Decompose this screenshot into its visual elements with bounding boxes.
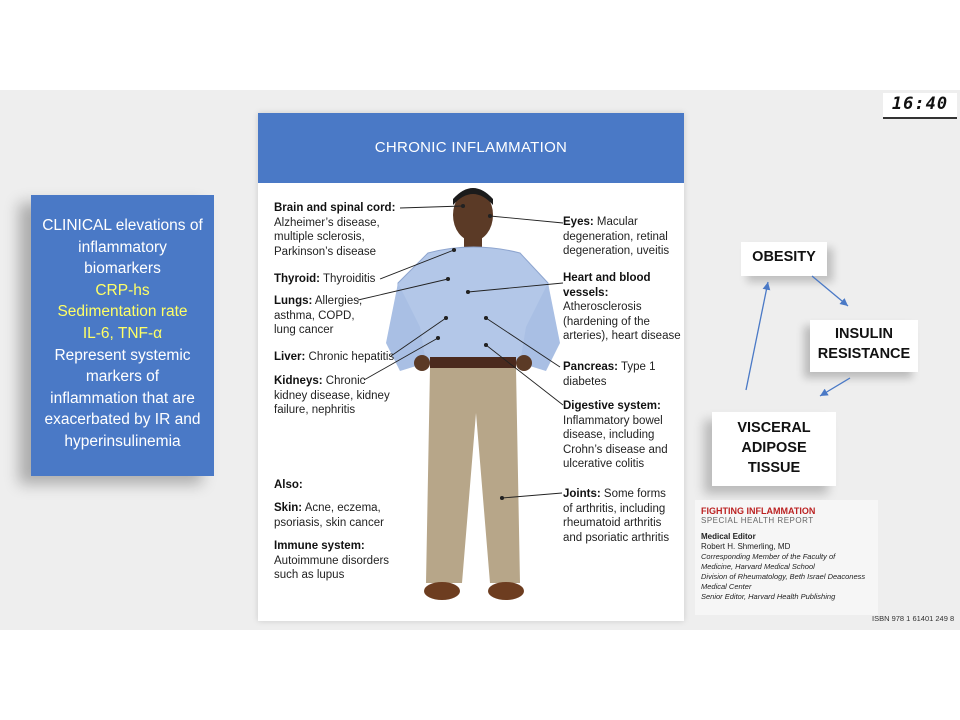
timer-display: 16:40	[883, 93, 957, 119]
biomarkers-line: CLINICAL elevations of	[42, 217, 203, 234]
arrow-obesity-to-insulin	[812, 276, 848, 306]
annotation-brain: Brain and spinal cord: Alzheimer’s disease, multiple sclerosis, Parkinson’s disease	[274, 202, 396, 258]
arrow-insulin-to-visceral	[820, 378, 850, 396]
annotation-thyroid: Thyroid: Thyroiditis	[274, 273, 376, 285]
book-isbn: ISBN 978 1 61401 249 8	[872, 614, 955, 623]
book-credit-line: Corresponding Member of the Faculty of	[701, 552, 836, 561]
biomarkers-line: inflammation that are	[50, 389, 195, 407]
biomarkers-line: Represent systemic	[54, 346, 191, 364]
annotation-immune: Immune system: Autoimmune disorders such as lupus	[274, 540, 390, 581]
annotation-lungs: Lungs: Allergies, asthma, COPD, lung cancer	[274, 295, 363, 336]
poster-title: CHRONIC INFLAMMATION	[258, 113, 684, 183]
book-role: Medical Editor	[701, 532, 756, 541]
book-credit-line: Medicine, Harvard Medical School	[701, 562, 815, 571]
biomarker-sed-rate: Sedimentation rate	[57, 303, 188, 321]
book-editor-name: Robert H. Shmerling, MD	[701, 542, 791, 551]
biomarker-crp: CRP-hs	[95, 281, 150, 299]
biomarkers-line: markers of	[85, 368, 160, 386]
book-title: FIGHTING INFLAMMATION	[701, 506, 816, 516]
biomarkers-line: exacerbated by IR and	[44, 411, 201, 429]
annotation-skin: Skin: Acne, eczema, psoriasis, skin cancer	[274, 502, 384, 529]
annotation-also: Also:	[274, 479, 303, 491]
biomarker-il6-tnf: IL-6, TNF-α	[82, 324, 163, 342]
annotation-joints: Joints: Some forms of arthritis, including rheumatoid arthritis and psoriatic arthritis	[563, 488, 670, 544]
arrow-visceral-to-obesity	[746, 282, 768, 390]
annotation-pancreas: Pancreas: Type 1 diabetes	[563, 361, 656, 388]
book-subtitle: SPECIAL HEALTH REPORT	[701, 516, 814, 525]
cycle-obesity: OBESITY	[741, 242, 827, 276]
book-credits	[695, 500, 878, 615]
annotation-digestive: Digestive system: Inflammatory bowel disease, including Crohn’s disease and ulcerative colitis	[563, 400, 668, 470]
annotation-heart: Heart and blood vessels: Atherosclerosis (hardening of the arteries), heart disease	[563, 272, 681, 342]
book-credit-line: Medical Center	[701, 582, 752, 591]
cycle-insulin-resistance: INSULIN RESISTANCE	[810, 320, 918, 372]
book-credit-line: Division of Rheumatology, Beth Israel Deaconess	[701, 572, 866, 581]
biomarkers-line: biomarkers	[84, 260, 161, 278]
biomarkers-line: hyperinsulinemia	[64, 432, 181, 450]
annotation-kidneys: Kidneys: Chronic kidney disease, kidney failure, nephritis	[274, 375, 390, 416]
book-credit-line: Senior Editor, Harvard Health Publishing	[701, 592, 836, 601]
biomarkers-line: inflammatory	[78, 238, 167, 256]
annotation-liver: Liver: Chronic hepatitis	[274, 351, 395, 363]
cycle-visceral-adipose-tissue: VISCERAL ADIPOSE TISSUE	[712, 412, 836, 486]
annotation-eyes: Eyes: Macular degeneration, retinal degeneration, uveitis	[563, 216, 670, 257]
